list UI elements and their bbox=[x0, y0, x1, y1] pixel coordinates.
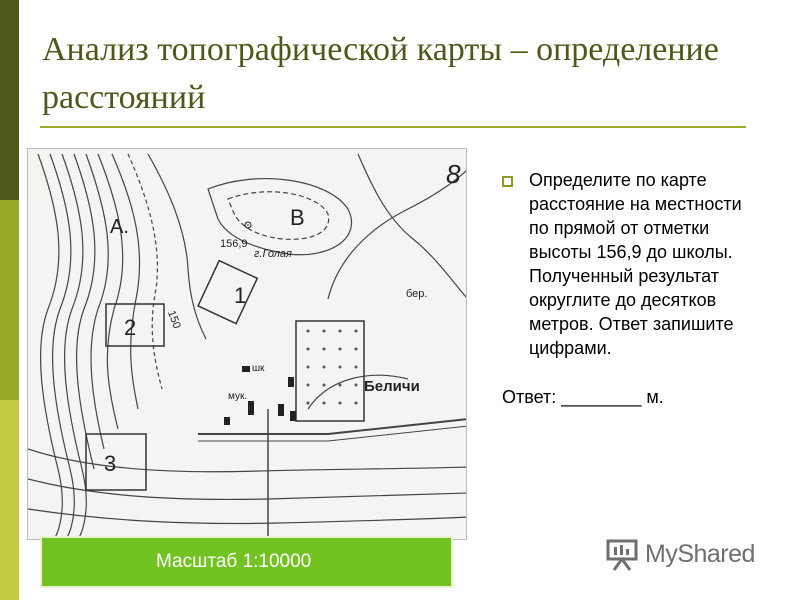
map-label-b: В bbox=[290, 205, 305, 230]
square-bullet-icon bbox=[502, 176, 513, 187]
map-label-village: Беличи bbox=[364, 378, 420, 395]
question-item bbox=[502, 168, 764, 360]
map-corner-number: 8 bbox=[446, 159, 461, 189]
side-accent-bar-middle bbox=[0, 200, 19, 400]
side-accent-bar-top bbox=[0, 0, 19, 200]
topographic-map bbox=[27, 148, 467, 540]
presentation-board-icon bbox=[605, 537, 639, 571]
map-label-area2: 2 bbox=[124, 315, 137, 340]
watermark-text: MyShared bbox=[645, 539, 755, 568]
map-label-hill: г.Голая bbox=[254, 248, 292, 260]
map-label-bereza: бер. bbox=[406, 288, 428, 300]
title-divider bbox=[40, 126, 746, 128]
question-block bbox=[502, 168, 764, 408]
answer-prompt: Ответ: ________ м. bbox=[502, 387, 664, 407]
watermark-logo bbox=[605, 536, 765, 572]
map-height-mark: 156,9 bbox=[220, 238, 248, 250]
map-scale-label: Масштаб 1:10000 bbox=[40, 536, 453, 588]
map-label-school: шк bbox=[252, 363, 265, 374]
map-label-area1: 1 bbox=[234, 283, 247, 308]
map-drawing bbox=[28, 149, 467, 540]
side-accent-bar-bottom bbox=[0, 400, 19, 600]
map-label-area3: 3 bbox=[104, 451, 117, 476]
map-label-a: А. bbox=[110, 216, 129, 238]
slide-title: Анализ топографической карты – определение расстояний bbox=[42, 31, 719, 116]
map-label-mill: мук. bbox=[228, 391, 248, 402]
question-text: Определите по карте расстояние на местности по прямой от отметки высоты 156,9 до школы. Полученный результат округлите до десятков метров. Ответ запишите цифрами. bbox=[529, 170, 742, 358]
map-contour-label: 150 bbox=[165, 308, 183, 331]
